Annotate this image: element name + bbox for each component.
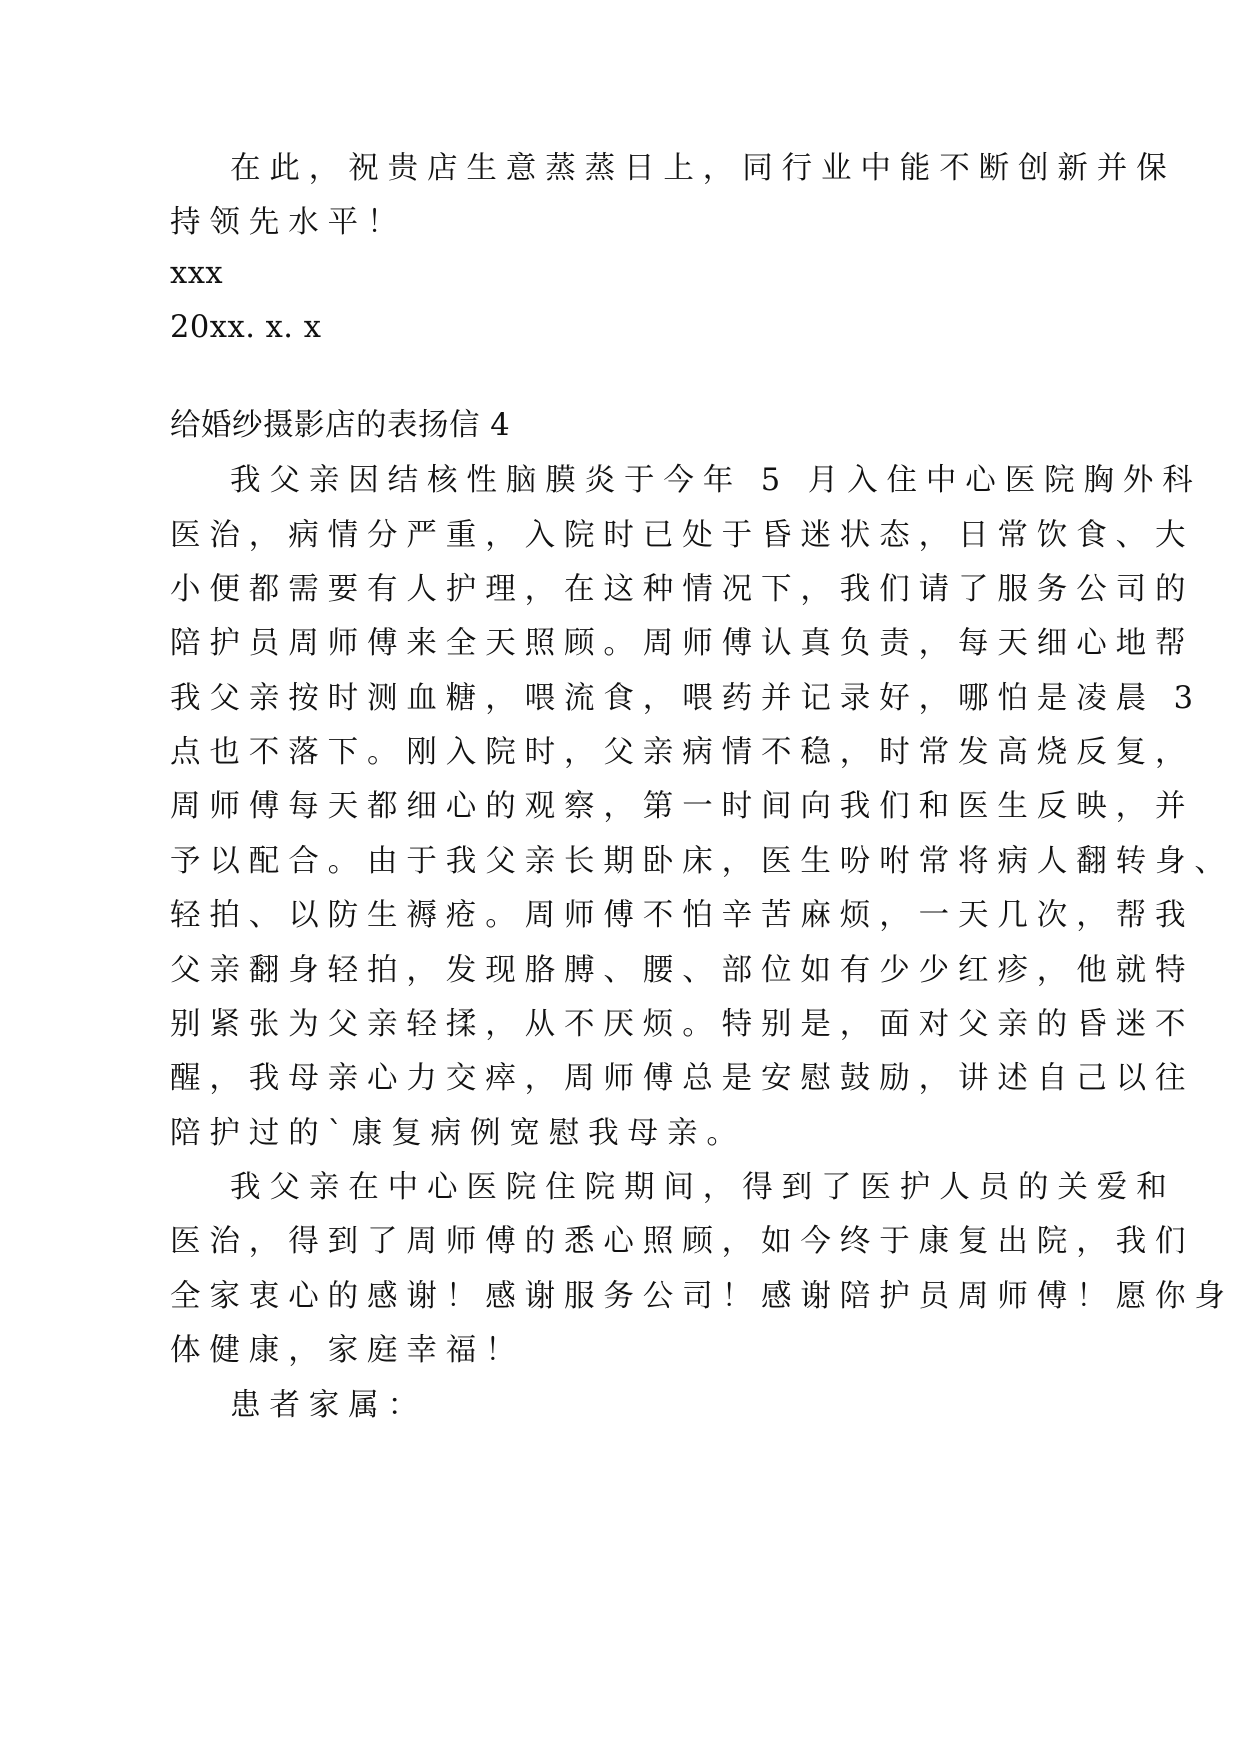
text-line: 别紧张为父亲轻揉，从不厌烦。特别是，面对父亲的昏迷不: [170, 1007, 1195, 1042]
text-line: 醒，我母亲心力交瘁，周师傅总是安慰鼓励，讲述自己以往: [170, 1061, 1195, 1096]
text-line: 在此，祝贵店生意蒸蒸日上，同行业中能不断创新并保: [230, 151, 1176, 186]
text-line: 全家衷心的感谢！感谢服务公司！感谢陪护员周师傅！愿你身: [170, 1279, 1234, 1314]
text-line: 我父亲在中心医院住院期间，得到了医护人员的关爱和: [230, 1170, 1176, 1205]
text-line: 医治，得到了周师傅的悉心照顾，如今终于康复出院，我们: [170, 1224, 1195, 1259]
text-line: 予以配合。由于我父亲长期卧床，医生吩咐常将病人翻转身、: [170, 844, 1234, 879]
text-line: 体健康，家庭幸福！: [170, 1333, 525, 1368]
text-line: 我父亲按时测血糖，喂流食，喂药并记录好，哪怕是凌晨 3: [170, 681, 1202, 716]
text-line: 医治，病情分严重，入院时已处于昏迷状态，日常饮食、大: [170, 518, 1195, 553]
text-line: 我父亲因结核性脑膜炎于今年 5 月入住中心医院胸外科: [230, 463, 1202, 498]
text-line: 轻拍、以防生褥疮。周师傅不怕辛苦麻烦，一天几次，帮我: [170, 898, 1195, 933]
date: 20xx. x. x: [170, 310, 322, 345]
text-line: 小便都需要有人护理，在这种情况下，我们请了服务公司的: [170, 572, 1195, 607]
text-line: 点也不落下。刚入院时，父亲病情不稳，时常发高烧反复，: [170, 735, 1195, 770]
signature: xxx: [170, 256, 224, 291]
text-line: 持领先水平！: [170, 205, 407, 240]
text-line: 陪护过的`康复病例宽慰我母亲。: [170, 1116, 746, 1151]
closing-signature: 患者家属：: [230, 1388, 427, 1423]
text-line: 陪护员周师傅来全天照顾。周师傅认真负责，每天细心地帮: [170, 626, 1195, 661]
text-line: 父亲翻身轻拍，发现胳膊、腰、部位如有少少红疹，他就特: [170, 953, 1195, 988]
section-title: 给婚纱摄影店的表扬信 4: [170, 408, 511, 443]
text-line: 周师傅每天都细心的观察，第一时间向我们和医生反映，并: [170, 789, 1195, 824]
